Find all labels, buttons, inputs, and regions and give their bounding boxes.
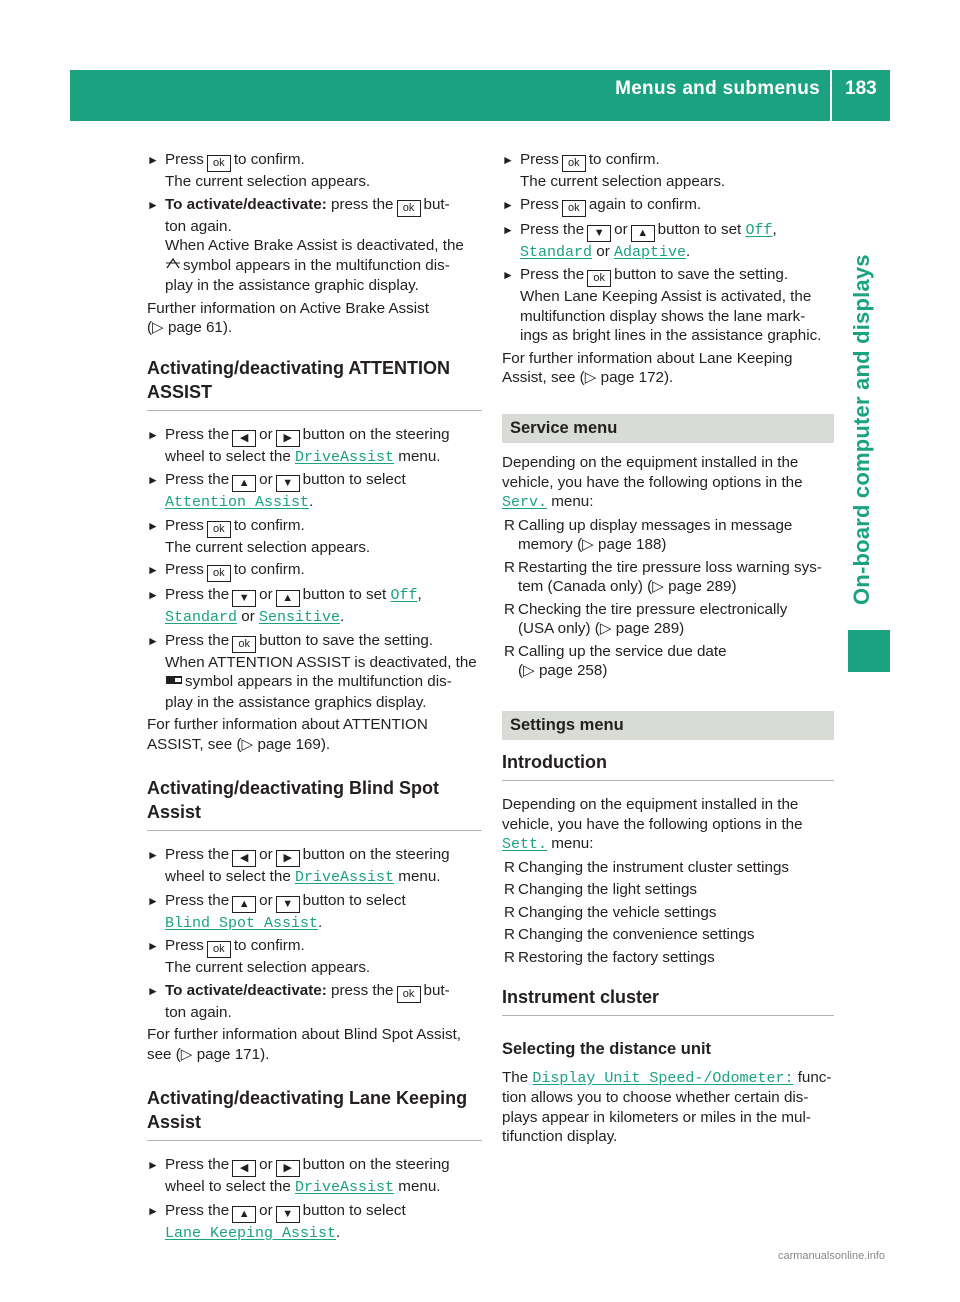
ok-key-icon: ok	[587, 270, 611, 287]
left-key-icon: ◀	[232, 850, 256, 867]
page-ref-icon: ▷	[523, 662, 535, 679]
down-key-icon: ▼	[276, 1206, 300, 1223]
list-item: R Changing the convenience settings	[504, 926, 755, 943]
page-reference[interactable]: page 171).	[196, 1045, 270, 1063]
heading-lane-keeping-assist: Activating/deactivating Lane Keeping Assist	[147, 1086, 482, 1141]
bullet-icon: R	[504, 858, 515, 876]
page-reference[interactable]: page 258)	[538, 662, 608, 679]
page-reference[interactable]: page 188)	[598, 536, 667, 553]
step: ► Press the ok button to save the setting. When Lane Keeping Assist is activated, the multifunction display shows the lane mark- ings as bright lines in the assistance graphic.	[502, 266, 822, 344]
heading-blind-spot-assist: Activating/deactivating Blind Spot Assist	[147, 776, 482, 831]
heading-instrument-cluster: Instrument cluster	[502, 985, 834, 1016]
ok-key-icon: ok	[397, 200, 421, 217]
down-key-icon: ▼	[587, 225, 611, 242]
step-arrow-icon: ►	[147, 893, 159, 908]
list-item: R Changing the instrument cluster settings	[504, 858, 789, 876]
step-arrow-icon: ►	[502, 222, 514, 237]
ok-key-icon: ok	[397, 986, 421, 1003]
list-item: R Restoring the factory settings	[504, 948, 715, 966]
left-key-icon: ◀	[232, 430, 256, 447]
heading-introduction: Introduction	[502, 750, 834, 781]
bullet-icon: R	[504, 926, 515, 943]
menu-item: Attention Assist	[165, 494, 310, 511]
option-off: Off	[745, 221, 773, 239]
page-reference[interactable]: page 61).	[167, 319, 233, 336]
section-settings-menu: Settings menu	[502, 711, 834, 741]
step-arrow-icon: ►	[502, 268, 514, 282]
option-standard: Standard	[520, 243, 593, 261]
right-key-icon: ▶	[276, 850, 300, 867]
down-key-icon: ▼	[276, 896, 300, 913]
page-ref-icon: ▷	[582, 536, 594, 553]
paragraph: Depending on the equipment installed in the vehicle, you have the following options in the Sett. menu:	[502, 796, 803, 853]
step: ► Press the ◀ or ▶ button on the steering wheel to select the DriveAssist menu.	[147, 425, 450, 466]
menu-name: DriveAssist	[295, 1179, 395, 1196]
step: ► Press the ▲ or ▼ button to select Blind Spot Assist.	[147, 891, 406, 932]
step-arrow-icon: ►	[147, 473, 159, 487]
left-key-icon: ◀	[232, 1160, 256, 1177]
up-key-icon: ▲	[631, 225, 655, 242]
menu-name: DriveAssist	[295, 869, 395, 886]
menu-item: Blind Spot Assist	[165, 914, 319, 932]
bullet-icon: R	[504, 516, 515, 534]
right-column	[502, 150, 834, 1150]
step-arrow-icon: ►	[147, 983, 159, 998]
bullet-icon: R	[504, 903, 515, 921]
page-ref-icon: ▷	[652, 578, 664, 595]
step: ► Press the ◀ or ▶ button on the steering wheel to select the DriveAssist menu.	[147, 1156, 450, 1196]
list-item: R Checking the tire pressure electronically (USA only) (▷ page 289)	[504, 600, 788, 637]
page-reference[interactable]: page 289)	[615, 620, 685, 637]
menu-name: Serv.	[502, 494, 548, 511]
page-number: 183	[845, 78, 877, 99]
step: ► Press the ▼ or ▲ button to set Off, Standard or Adaptive.	[502, 220, 777, 261]
option-off: Off	[390, 587, 418, 604]
step-arrow-icon: ►	[147, 588, 159, 602]
ok-key-icon: ok	[207, 565, 231, 582]
bullet-icon: R	[504, 600, 515, 618]
left-column	[147, 150, 482, 1246]
step-arrow-icon: ►	[502, 153, 514, 167]
up-key-icon: ▲	[232, 1206, 256, 1223]
paragraph: The Display Unit Speed-/Odometer: func- tion allows you to choose whether certain dis- plays appear in kilometers or miles in the mul- tifunction display.	[502, 1068, 832, 1145]
step: ► Press ok to confirm. The current selection appears.	[147, 151, 371, 190]
menu-item: Display Unit Speed-/Odometer:	[532, 1069, 794, 1087]
list-item: R Restarting the tire pressure loss warning sys- tem (Canada only) (▷ page 289)	[504, 558, 822, 595]
step-arrow-icon: ►	[147, 1203, 159, 1218]
menu-name: DriveAssist	[295, 448, 395, 466]
step-arrow-icon: ►	[502, 197, 514, 212]
step-arrow-icon: ►	[147, 1158, 159, 1172]
step: ► Press ok to confirm. The current selection appears.	[147, 516, 371, 556]
chapter-tab-label: On-board computer and displays	[849, 254, 874, 605]
step: ► Press the ◀ or ▶ button on the steering wheel to select the DriveAssist menu.	[147, 846, 450, 886]
step: ► To activate/deactivate: press the ok but- ton again. When Active Brake Assist is deactivated, the symbol appears in the multifunction dis- play in the assistance graphic display.	[147, 195, 464, 294]
up-key-icon: ▲	[232, 475, 256, 492]
ok-key-icon: ok	[207, 521, 231, 538]
step: ► Press ok to confirm.	[147, 560, 482, 582]
step-arrow-icon: ►	[147, 153, 159, 167]
step-arrow-icon: ►	[147, 633, 159, 648]
step-arrow-icon: ►	[147, 848, 159, 862]
up-key-icon: ▲	[276, 590, 300, 607]
ok-key-icon: ok	[207, 155, 231, 172]
right-key-icon: ▶	[276, 430, 300, 447]
step-arrow-icon: ►	[147, 197, 159, 212]
bullet-icon: R	[504, 558, 515, 576]
down-key-icon: ▼	[276, 475, 300, 492]
paragraph: For further information about ATTENTION ASSIST, see (▷ page 169).	[147, 716, 428, 753]
chapter-tab-marker	[848, 630, 890, 672]
bullet-icon: R	[504, 948, 515, 966]
option-standard: Standard	[165, 609, 238, 626]
step: ► Press the ▲ or ▼ button to select Attention Assist.	[147, 471, 406, 511]
step: ► Press ok to confirm. The current selection appears.	[502, 151, 726, 190]
ok-key-icon: ok	[562, 200, 586, 217]
step: ► Press ok to confirm. The current selection appears.	[147, 937, 371, 976]
step-arrow-icon: ►	[147, 427, 159, 442]
menu-name: Sett.	[502, 836, 548, 853]
right-key-icon: ▶	[276, 1160, 300, 1177]
bullet-icon: R	[504, 881, 515, 898]
step-arrow-icon: ►	[147, 939, 159, 953]
step-arrow-icon: ►	[147, 563, 159, 577]
ok-key-icon: ok	[232, 636, 256, 653]
paragraph: For further information about Blind Spot Assist, see (▷ page 171).	[147, 1026, 462, 1063]
list-item: R Calling up the service due date (▷ page 258)	[504, 642, 727, 679]
heading-attention-assist: Activating/deactivating ATTENTION ASSIST	[147, 356, 482, 411]
page-ref-icon: (▷	[175, 1045, 193, 1063]
step: ► Press the ▼ or ▲ button to set Off, Standard or Sensitive.	[147, 586, 422, 626]
step: ► To activate/deactivate: press the ok but- ton again.	[147, 981, 450, 1021]
page-ref-icon: ▷	[599, 620, 612, 637]
up-key-icon: ▲	[232, 896, 256, 913]
header-separator	[830, 70, 832, 121]
page-ref-icon: (▷	[236, 735, 254, 753]
paragraph: Further information on Active Brake Assist (▷ page 61).	[147, 299, 429, 336]
menu-item: Lane Keeping Assist	[165, 1224, 337, 1242]
watermark: carmanualsonline.info	[777, 1250, 885, 1262]
attention-assist-off-icon	[165, 673, 183, 693]
heading-distance-unit: Selecting the distance unit	[502, 1040, 712, 1058]
page-ref-icon: (▷	[147, 319, 164, 336]
option-sensitive: Sensitive	[259, 609, 341, 626]
section-service-menu: Service menu	[502, 414, 834, 444]
bullet-icon: R	[504, 642, 515, 660]
section-title: Menus and submenus	[615, 78, 820, 99]
list-item: R Calling up display messages in message memory (▷ page 188)	[504, 516, 793, 553]
paragraph: For further information about Lane Keeping Assist, see (▷ page 172).	[502, 349, 793, 386]
step-arrow-icon: ►	[147, 518, 159, 533]
ok-key-icon: ok	[207, 941, 231, 958]
step: ► Press the ▲ or ▼ button to select Lane Keeping Assist.	[147, 1201, 406, 1242]
option-adaptive: Adaptive	[614, 243, 687, 261]
page-reference[interactable]: page 169).	[257, 735, 331, 753]
ok-key-icon: ok	[562, 155, 586, 172]
page-reference[interactable]: page 289)	[668, 578, 737, 595]
page-reference[interactable]: page 172).	[600, 369, 674, 386]
step: ► Press ok again to confirm.	[502, 195, 834, 217]
list-item: R Changing the light settings	[504, 881, 697, 898]
step: ► Press the ok button to save the setting. When ATTENTION ASSIST is deactivated, the symbol appears in the multifunction dis- play in the assistance graphics display.	[147, 631, 477, 711]
down-key-icon: ▼	[232, 590, 256, 607]
list-item: R Changing the vehicle settings	[504, 903, 717, 921]
paragraph: Depending on the equipment installed in the vehicle, you have the following options in the Serv. menu:	[502, 454, 803, 511]
page-ref-icon: (▷	[579, 369, 597, 386]
brake-assist-off-icon	[165, 257, 181, 277]
